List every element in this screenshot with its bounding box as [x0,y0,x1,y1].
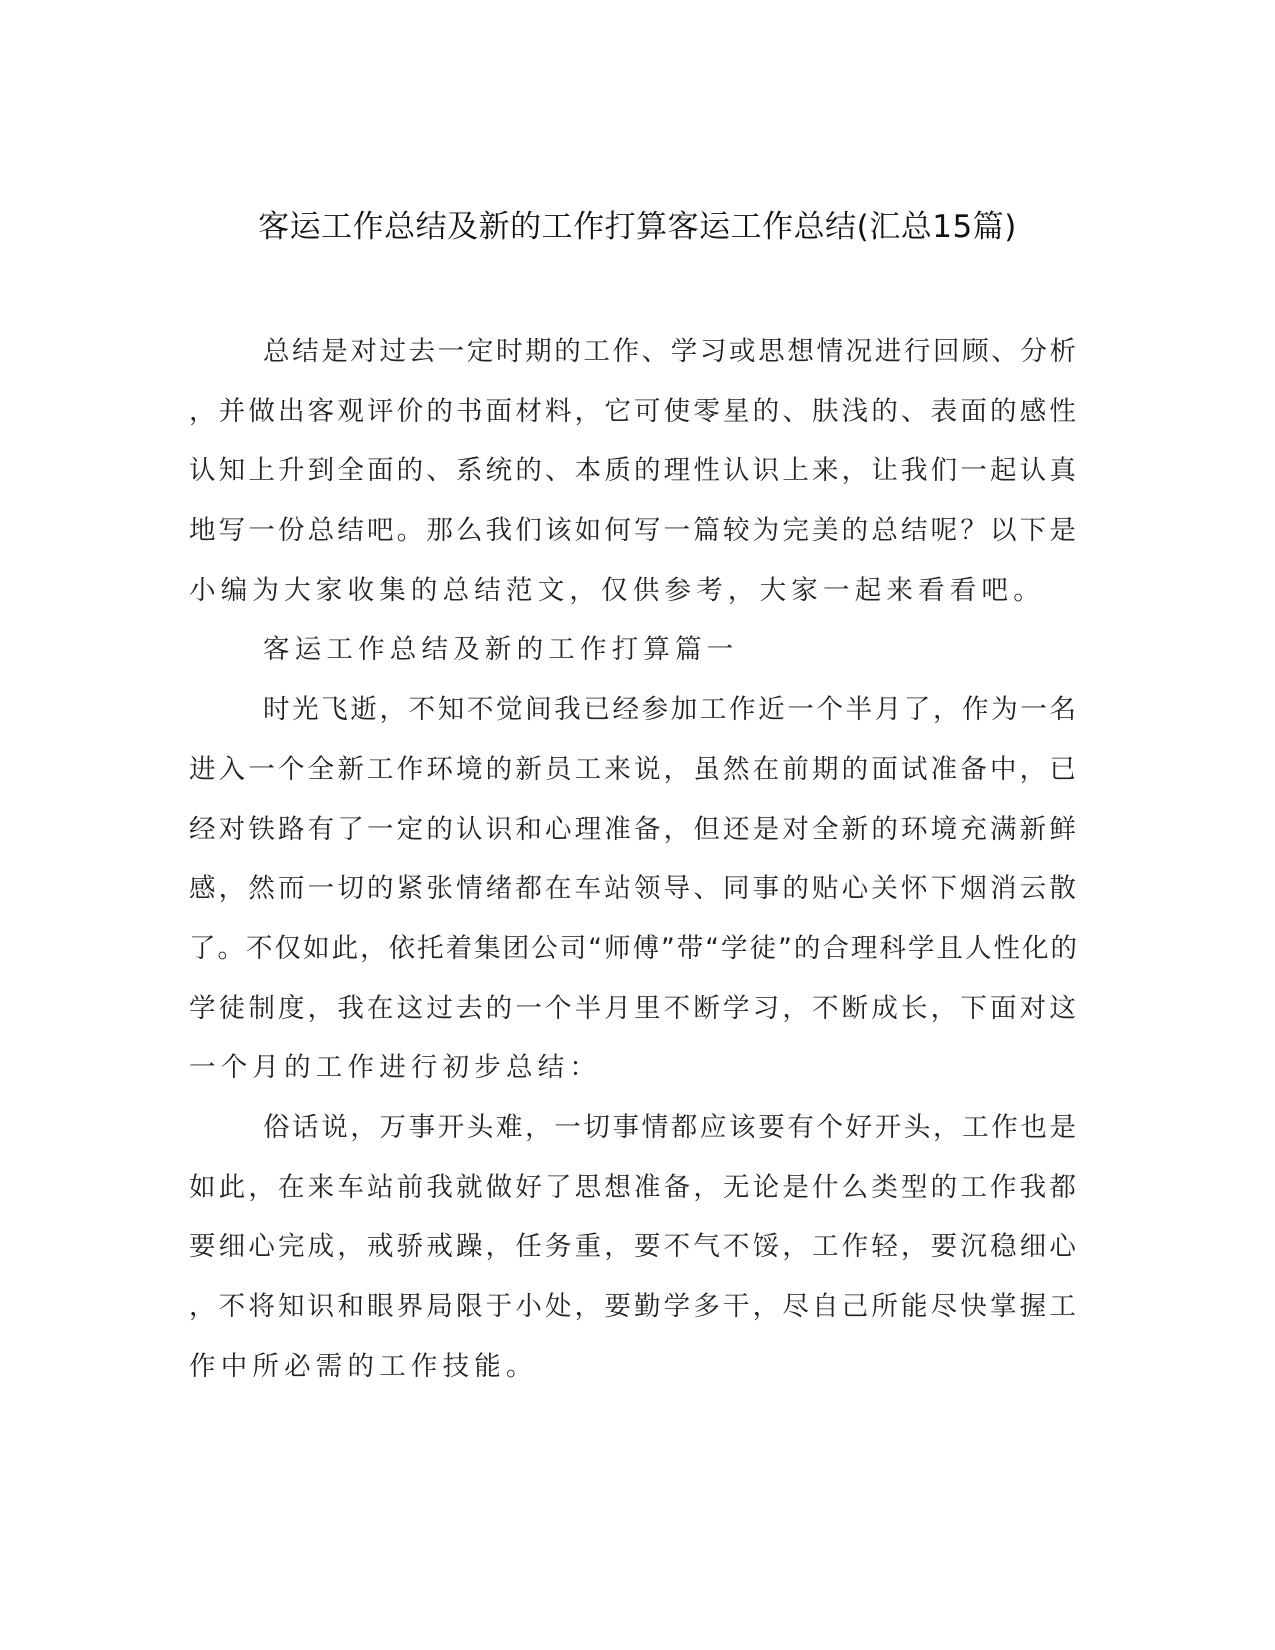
text-line: 小编为大家收集的总结范文，仅供参考，大家一起来看看吧。 [189,574,1045,606]
text-line: 地写一份总结吧。那么我们该如何写一篇较为完美的总结呢？以下是 [189,515,1079,547]
text-line: 认知上升到全面的、系统的、本质的理性认识上来，让我们一起认真 [189,455,1079,487]
text-line: 总结是对过去一定时期的工作、学习或思想情况进行回顾、分析 [263,336,1079,367]
text-line: 时光飞逝，不知不觉间我已经参加工作近一个半月了，作为一名 [263,694,1079,726]
text-line: ，不将知识和眼界局限于小处，要勤学多干，尽自己所能尽快掌握工 [189,1291,1079,1322]
text-line: 要细心完成，戒骄戒躁，任务重，要不气不馁，工作轻，要沉稳细心 [189,1231,1079,1263]
text-line: 作中所必需的工作技能。 [189,1350,538,1382]
text-line: 一个月的工作进行初步总结： [189,1052,602,1084]
document-body [189,322,1079,1396]
text-line: 进入一个全新工作环境的新员工来说，虽然在前期的面试准备中，已 [189,753,1079,785]
section-heading: 客运工作总结及新的工作打算篇一 [263,634,739,666]
text-line: 经对铁路有了一定的认识和心理准备，但还是对全新的环境充满新鲜 [189,813,1079,845]
text-line: 俗话说，万事开头难，一切事情都应该要有个好开头，工作也是 [263,1111,1079,1143]
text-line: 如此，在来车站前我就做好了思想准备，无论是什么类型的工作我都 [189,1171,1079,1203]
text-line: 感，然而一切的紧张情绪都在车站领导、同事的贴心关怀下烟消云散 [189,873,1079,905]
document-title: 客运工作总结及新的工作打算客运工作总结(汇总15篇) [258,209,1017,245]
text-line: 了。不仅如此，依托着集团公司“师傅”带“学徒”的合理科学且人性化的 [189,932,1080,964]
text-line: 学徒制度，我在这过去的一个半月里不断学习，不断成长，下面对这 [189,992,1079,1024]
text-line: ，并做出客观评价的书面材料，它可使零星的、肤浅的、表面的感性 [189,395,1079,427]
